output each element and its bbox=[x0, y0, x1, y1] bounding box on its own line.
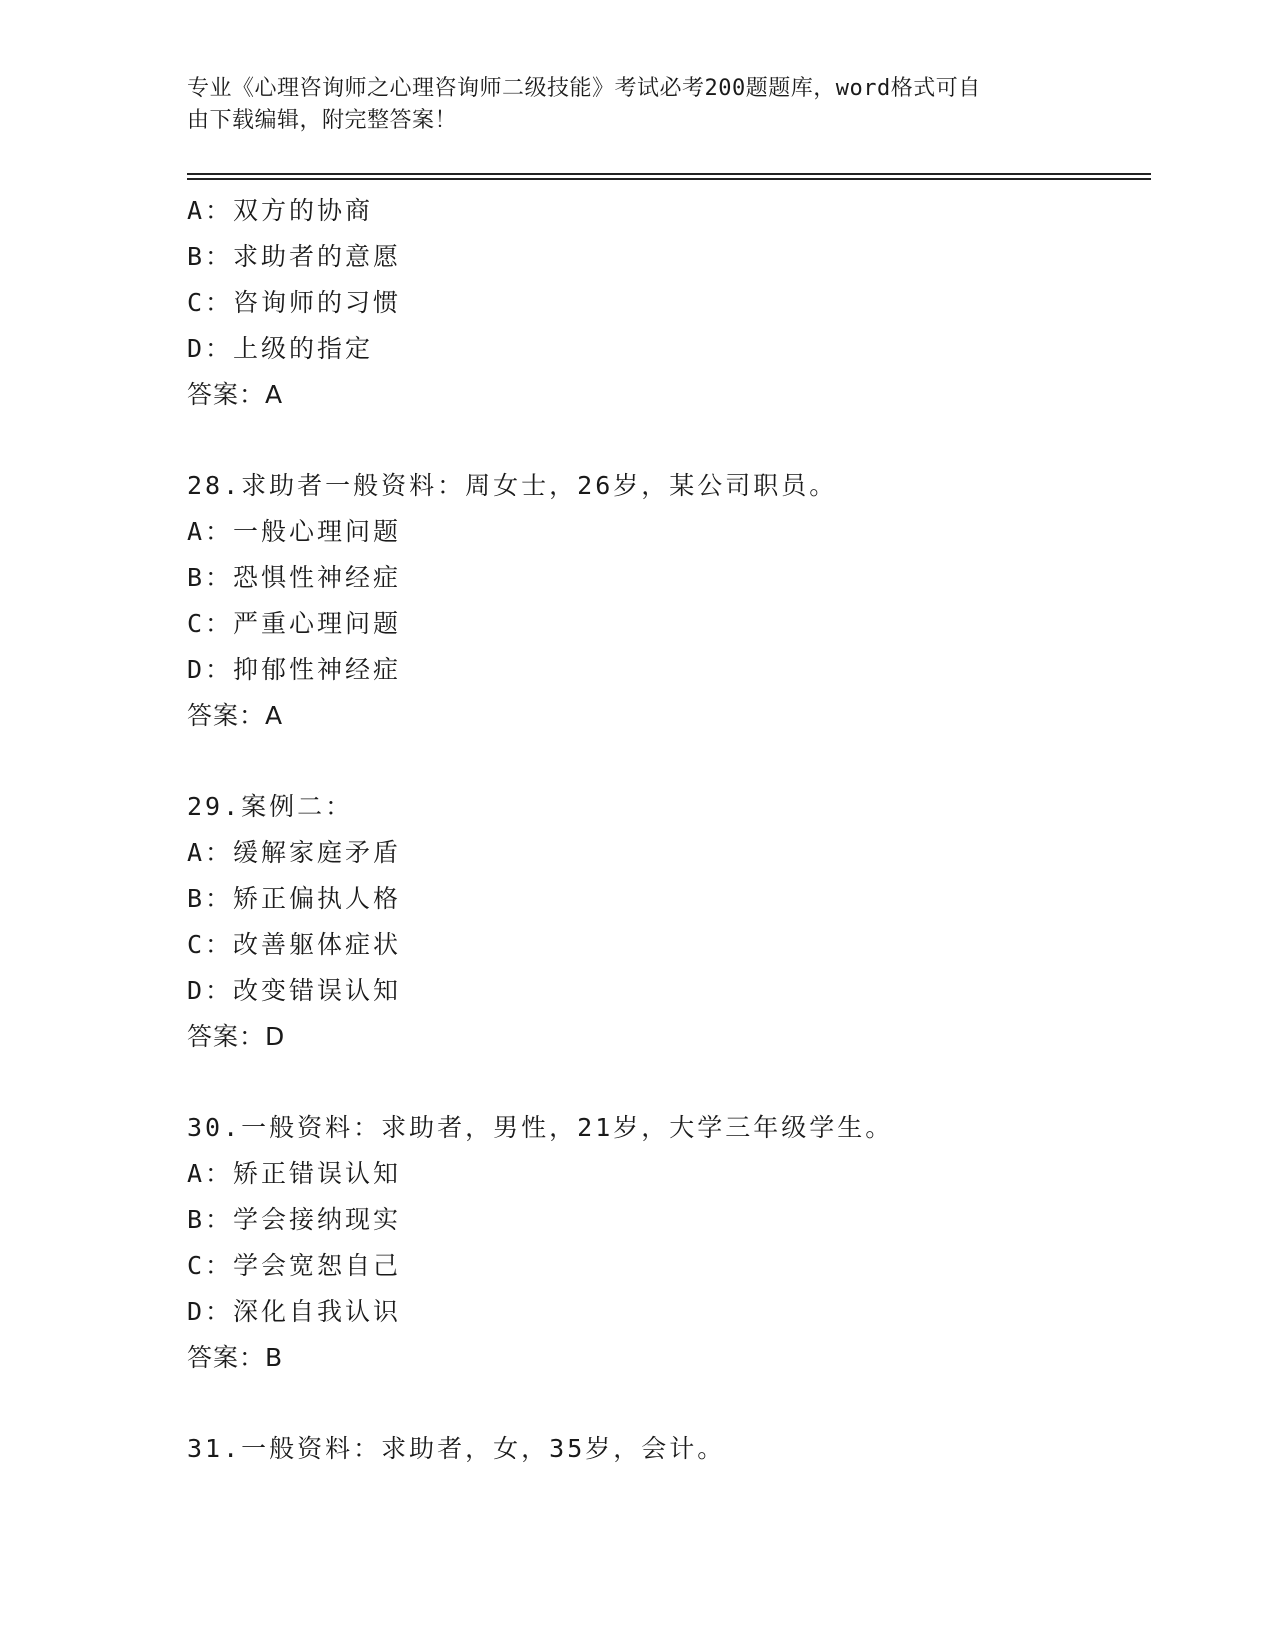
question-text: 28.求助者一般资料：周女士，26岁，某公司职员。 bbox=[187, 471, 838, 500]
question-block-31 bbox=[187, 1426, 1087, 1472]
option-a: A：矫正错误认知 bbox=[187, 1159, 402, 1188]
option-b: B：求助者的意愿 bbox=[187, 242, 402, 271]
option-a: A：缓解家庭矛盾 bbox=[187, 838, 402, 867]
option-d: D：深化自我认识 bbox=[187, 1297, 402, 1326]
header-divider-top bbox=[187, 173, 1151, 175]
option-a: A：双方的协商 bbox=[187, 196, 374, 225]
document-header bbox=[187, 73, 1067, 137]
option-c: C：改善躯体症状 bbox=[187, 930, 402, 959]
option-d: D：上级的指定 bbox=[187, 334, 374, 363]
question-text: 31.一般资料：求助者，女，35岁，会计。 bbox=[187, 1434, 726, 1463]
question-text: 29.案例二： bbox=[187, 792, 354, 821]
question-block-30 bbox=[187, 1105, 1087, 1381]
option-b: B：恐惧性神经症 bbox=[187, 563, 402, 592]
option-c: C：学会宽恕自己 bbox=[187, 1251, 402, 1280]
question-block-27 bbox=[187, 188, 1087, 418]
option-d: D：抑郁性神经症 bbox=[187, 655, 402, 684]
option-b: B：矫正偏执人格 bbox=[187, 884, 402, 913]
question-block-28 bbox=[187, 463, 1087, 739]
option-b: B：学会接纳现实 bbox=[187, 1205, 402, 1234]
question-text: 30.一般资料：求助者，男性，21岁，大学三年级学生。 bbox=[187, 1113, 894, 1142]
answer-line: 答案：A bbox=[187, 701, 284, 730]
header-divider-bottom bbox=[187, 178, 1151, 180]
option-d: D：改变错误认知 bbox=[187, 976, 402, 1005]
option-c: C：严重心理问题 bbox=[187, 609, 402, 638]
question-block-29 bbox=[187, 784, 1087, 1060]
question-list bbox=[187, 188, 1087, 1472]
header-line-2: 由下载编辑，附完整答案！ bbox=[187, 108, 458, 133]
option-c: C：咨询师的习惯 bbox=[187, 288, 402, 317]
answer-line: 答案：D bbox=[187, 1022, 286, 1051]
answer-line: 答案：A bbox=[187, 380, 284, 409]
header-line-1: 专业《心理咨询师之心理咨询师二级技能》考试必考200题题库，word格式可自 bbox=[187, 76, 981, 101]
option-a: A：一般心理问题 bbox=[187, 517, 402, 546]
answer-line: 答案：B bbox=[187, 1343, 284, 1372]
